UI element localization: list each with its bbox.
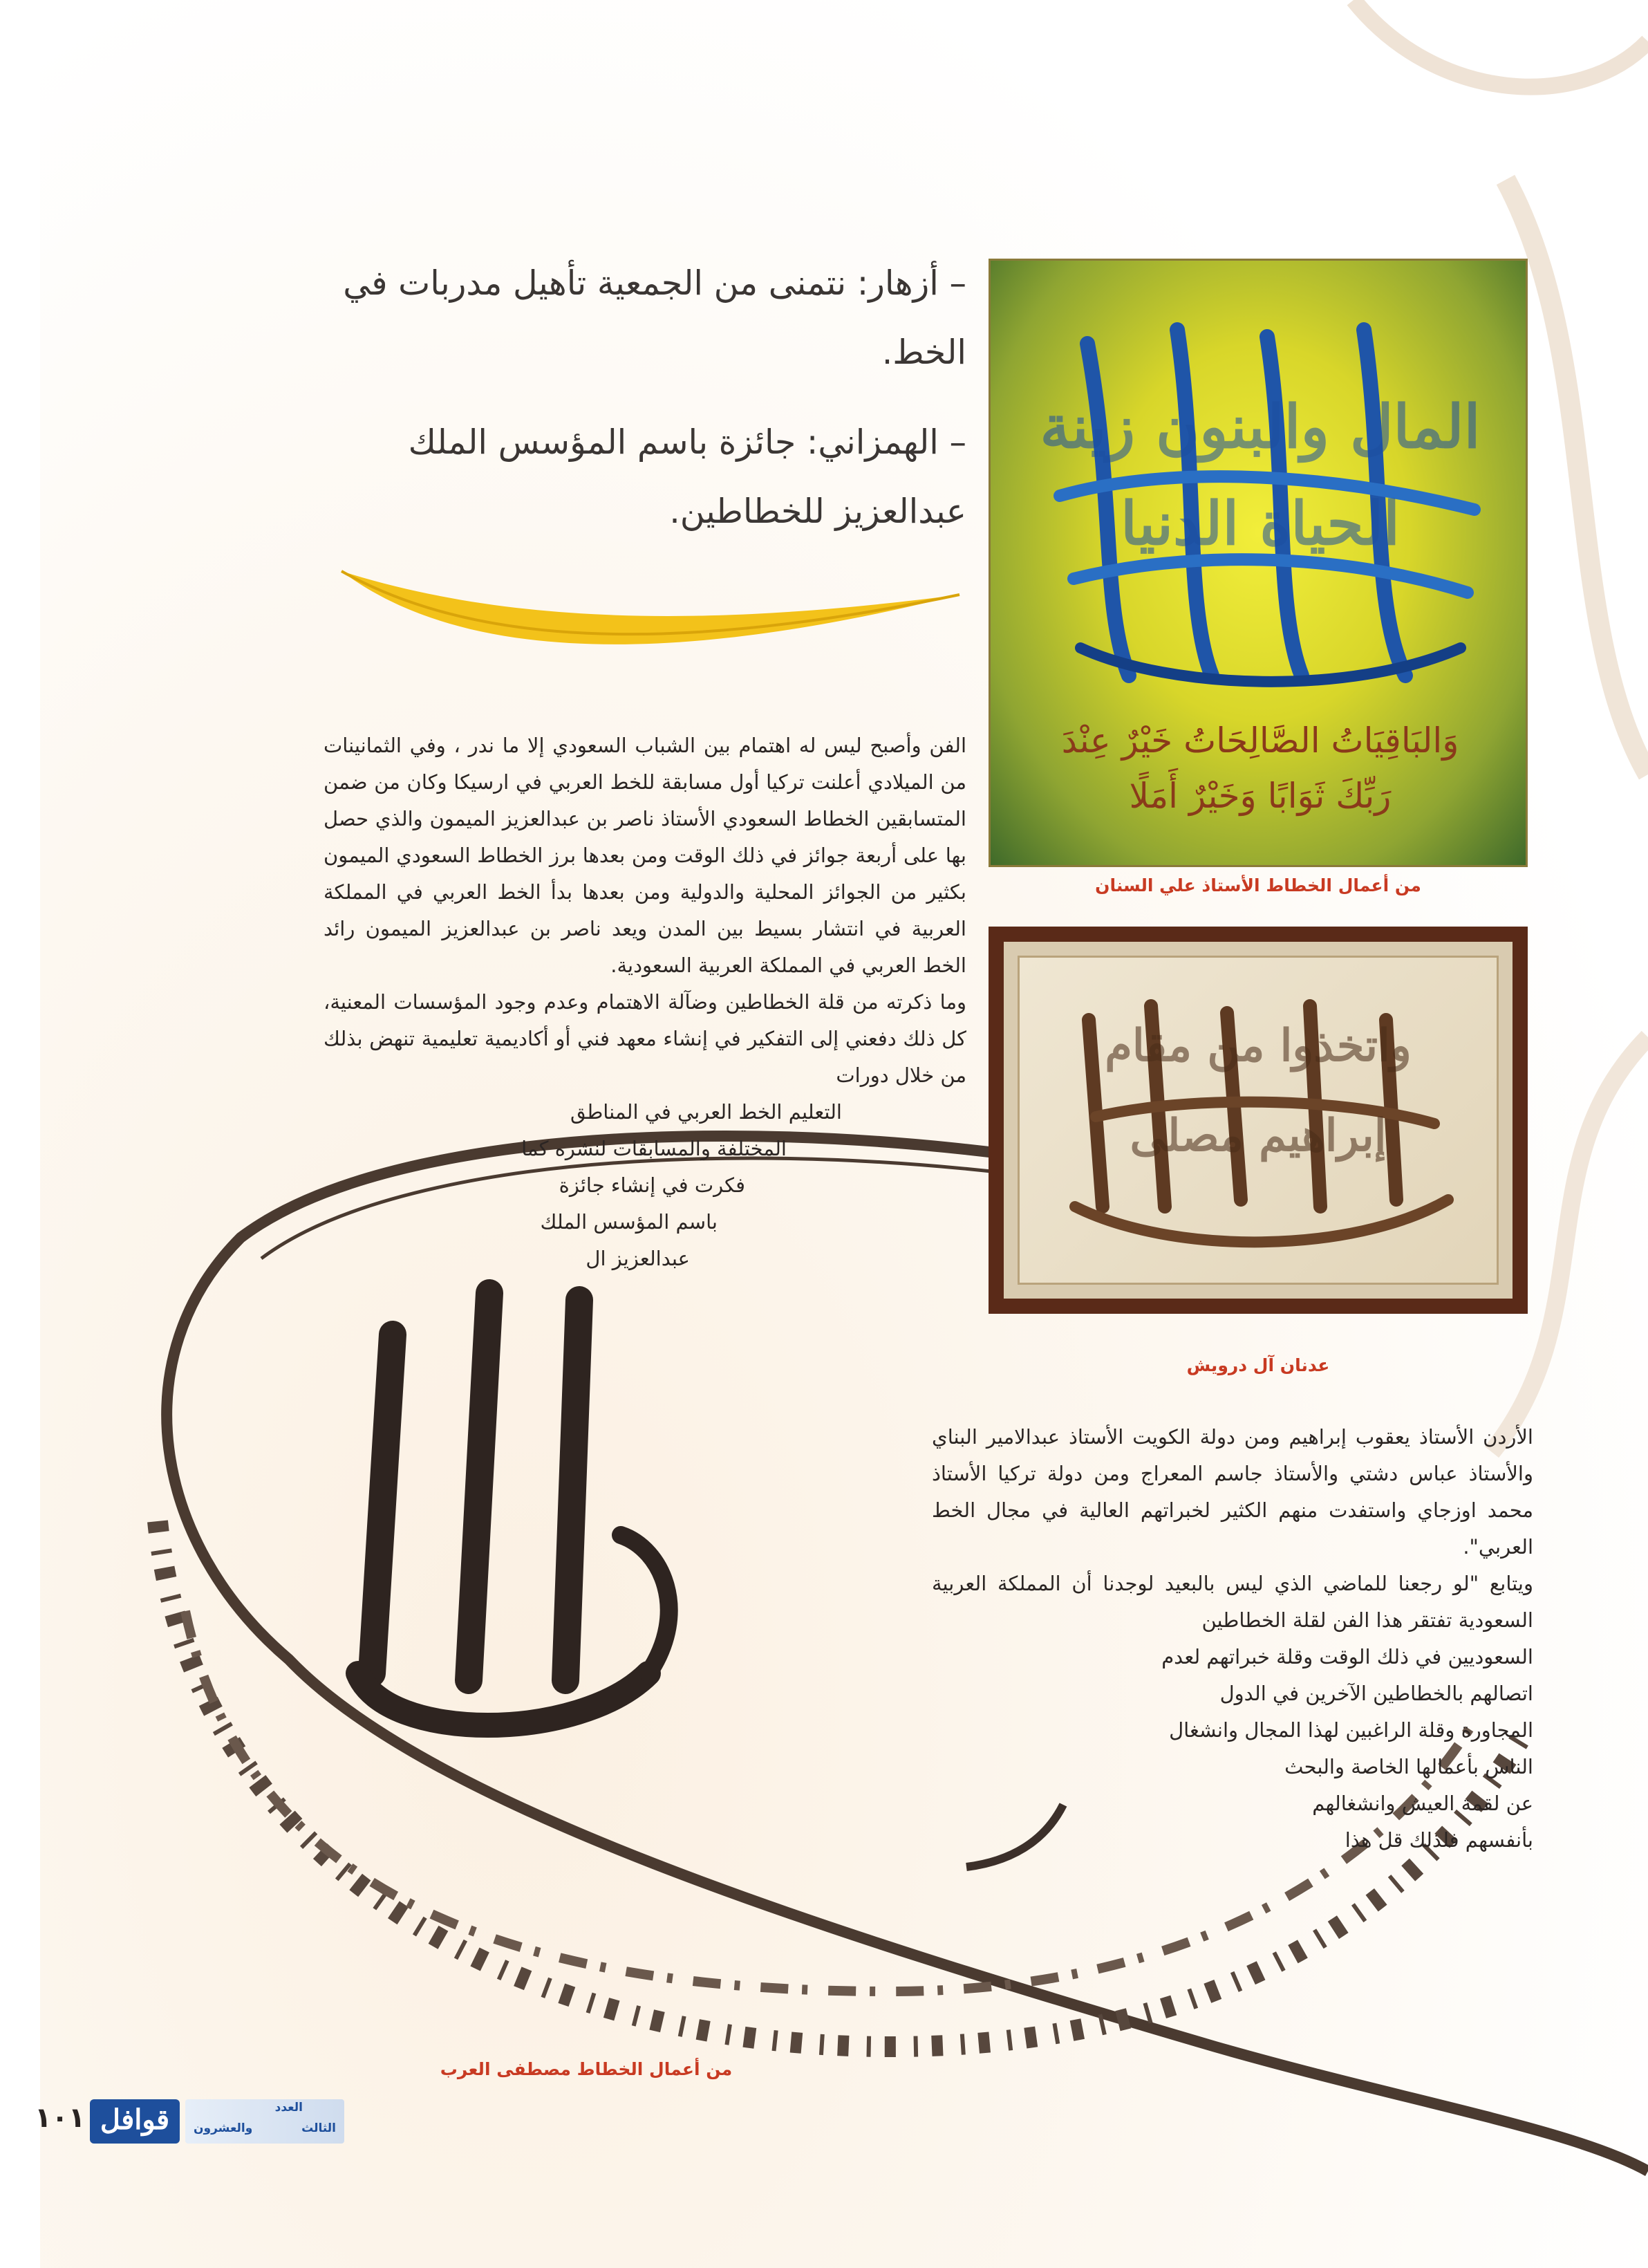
magazine-page [35, 0, 1648, 2268]
yellow-swoosh [337, 567, 973, 678]
paragraph: ويتابع "لو رجعنا للماضي الذي ليس بالبعيد لوجدنا أن المملكة العربية السعودية تفتقر هذا الفن لقلة الخطاطين [932, 1572, 1533, 1632]
art1-verse-line2: رَبِّكَ ثَوَابًا وَخَيْرٌ أَمَلًا [1129, 776, 1392, 816]
paragraph: الناس بأعمالها الخاصة والبحث [1284, 1755, 1533, 1778]
page-number: ١٠١ [35, 2102, 86, 2134]
paragraph: وما ذكرته من قلة الخطاطين وضآلة الاهتمام وعدم وجود المؤسسات المعنية، كل ذلك دفعني إلى التفكير في إنشاء معهد فني أو أكاديمية تعليمية تنهض بذلك من خلال دورات [324, 990, 966, 1087]
paragraph: الأردن الأستاذ يعقوب إبراهيم ومن دولة الكويت الأستاذ عبدالامير البناي والأستاذ عباس دشتي والأستاذ جاسم المعراج ومن دولة تركيا الأستاذ محمد اوزجاي واستفدت منهم الكثير لخبراتهم العالية في مجال الخط العربي". [932, 1425, 1533, 1559]
art1-verse-line1: وَالبَاقِيَاتُ الصَّالِحَاتُ خَيْرٌ عِنْدَ [1061, 721, 1459, 761]
paragraph: الفن وأصبح ليس له اهتمام بين الشباب السعودي إلا ما ندر ، وفي الثمانينات من الميلادي أعلنت تركيا أول مسابقة للخط العربي في ارسيكا وكان من ضمن المتسابقين الخطاط السعودي الأستاذ ناصر بن عبدالعزيز الميمون والذي حصل بها على أربعة جوائز في ذلك الوقت ومن بعدها برز الخطاط السعودي الميمون بكثير من الجوائز المحلية والدولية ومن بعدها بدأ الخط العربي في المملكة العربية في انتشار بسيط بين المدن ويعد ناصر بن عبدالعزيز الميمون رائد الخط العربي في المملكة العربية السعودية. [324, 734, 966, 977]
art2-inner-panel [1018, 956, 1499, 1285]
artwork-adnan-aldarwish [989, 927, 1528, 1314]
caption-bottom-art: من أعمال الخطاط مصطفى العرب [440, 2059, 733, 2079]
page-footer [28, 2095, 359, 2150]
paragraph: باسم المؤسس الملك [540, 1210, 718, 1234]
art2-script-line2: إبراهيم مصلى [1130, 1110, 1387, 1162]
caption-art2: عدنان آل درويش [1186, 1355, 1330, 1375]
body-text-right [932, 1419, 1533, 1859]
issue-label: العدد [274, 2101, 303, 2114]
body-text-left [324, 727, 966, 1277]
issue-word-third: الثالث [301, 2121, 336, 2135]
paragraph: السعوديين في ذلك الوقت وقلة خبراتهم لعدم [1161, 1645, 1533, 1669]
art1-script-line2: الحياة الدنيا [1120, 489, 1401, 559]
qa-block [330, 249, 966, 546]
magazine-logo [90, 2099, 180, 2144]
artwork-ali-alsinan [989, 259, 1528, 867]
issue-block [185, 2099, 344, 2144]
paragraph: المختلفة والمسابقات لنشره كما [521, 1137, 787, 1160]
caption-art1: من أعمال الخطاط الأستاذ علي السنان [1095, 875, 1421, 895]
paragraph: بأنفسهم فلذلك قل هذا [1345, 1828, 1533, 1852]
paragraph: عن لقمة العيش وانشغالهم [1312, 1792, 1533, 1815]
issue-word-twenties: والعشرون [194, 2121, 253, 2135]
paragraph: فكرت في إنشاء جائزة [559, 1173, 745, 1197]
art2-script-line1: واتخذوا من مقام [1105, 1020, 1412, 1072]
qa-hamzani: – الهمزاني: جائزة باسم المؤسس الملك عبدالعزيز للخطاطين. [408, 422, 966, 531]
magazine-name: قوافل [100, 2103, 170, 2136]
paragraph: عبدالعزيز ال [586, 1247, 690, 1270]
art1-script-line1: المال والبنون زينة [1040, 392, 1481, 462]
paragraph: التعليم الخط العربي في المناطق [570, 1100, 842, 1124]
paragraph: اتصالهم بالخطاطين الآخرين في الدول [1219, 1682, 1533, 1705]
paragraph: المجاورة وقلة الراغبين لهذا المجال وانشغال [1169, 1718, 1533, 1742]
qa-azhar: – أزهار: نتمنى من الجمعية تأهيل مدربات في الخط. [343, 263, 966, 372]
